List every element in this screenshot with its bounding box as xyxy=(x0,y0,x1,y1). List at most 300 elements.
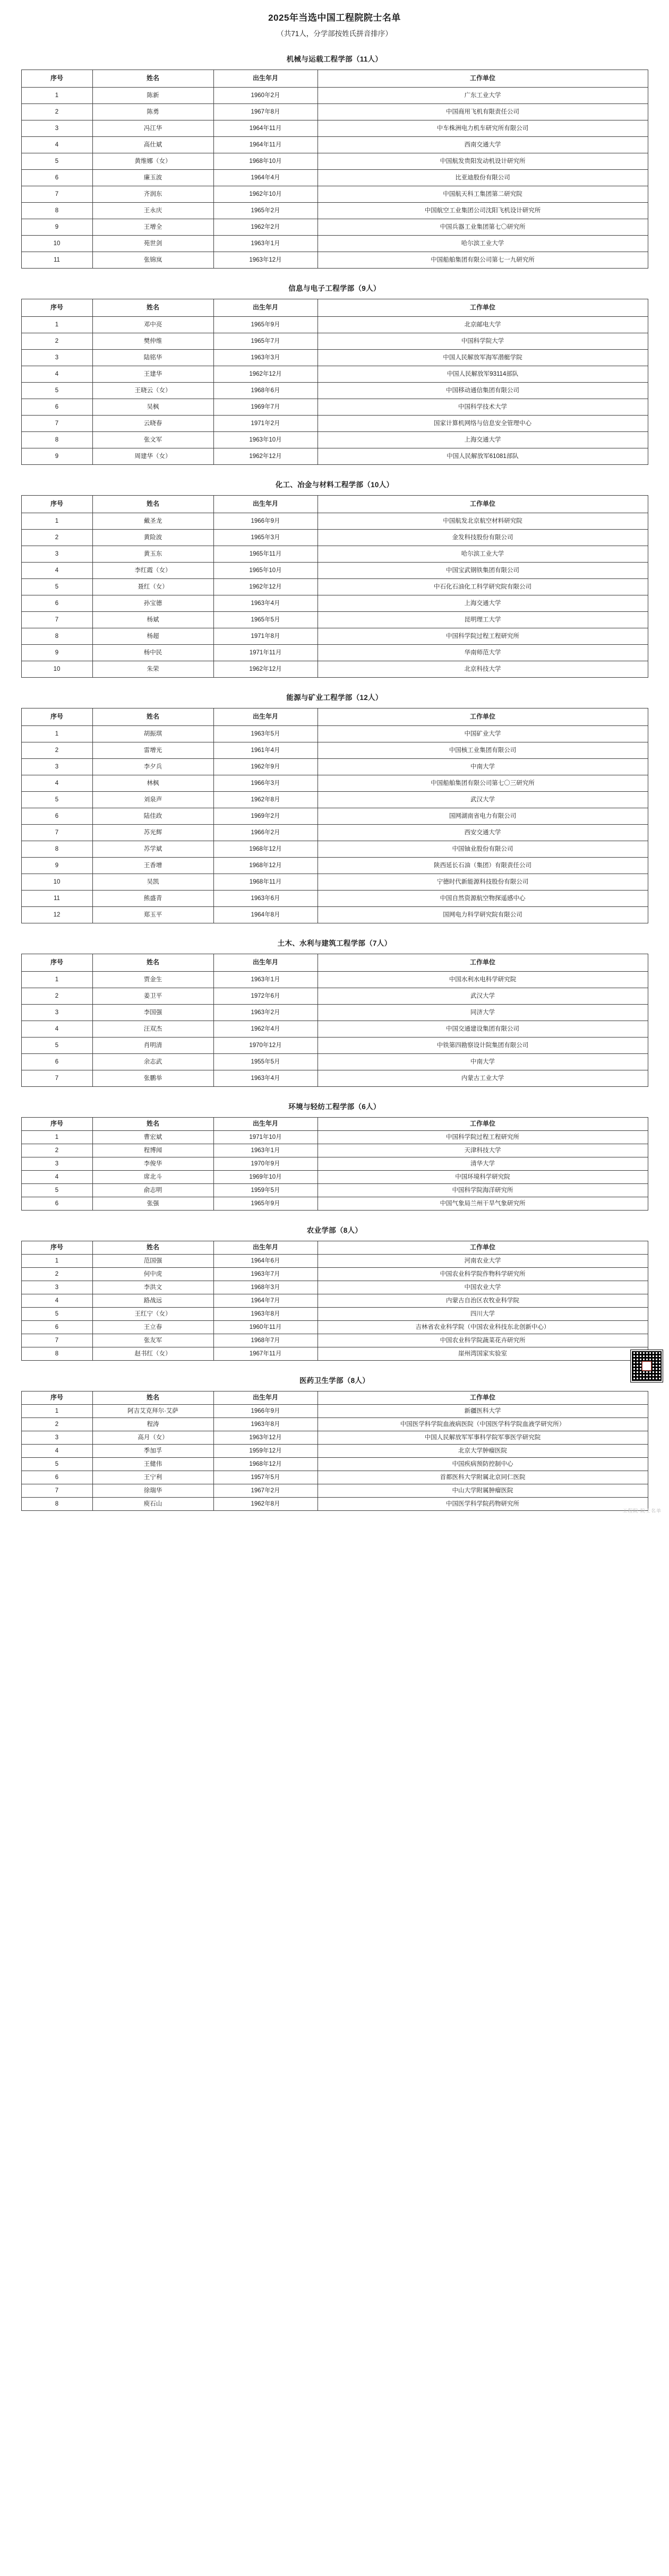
cell-dob: 1971年11月 xyxy=(213,644,318,661)
cell-org: 中国科学技术大学 xyxy=(318,399,648,415)
cell-name: 王红宁（女） xyxy=(92,1307,213,1320)
table-row xyxy=(21,235,648,252)
table-row xyxy=(21,1444,648,1457)
cell-dob: 1963年5月 xyxy=(213,725,318,742)
cell-org: 中国航发北京航空材料研究院 xyxy=(318,513,648,529)
cell-name: 胡振琪 xyxy=(92,725,213,742)
cell-org: 哈尔滨工业大学 xyxy=(318,235,648,252)
cell-dob: 1963年4月 xyxy=(213,595,318,611)
cell-idx: 2 xyxy=(21,1144,92,1157)
cell-idx: 5 xyxy=(21,382,92,399)
cell-idx: 4 xyxy=(21,136,92,153)
cell-name: 程博闻 xyxy=(92,1144,213,1157)
department-section xyxy=(0,1375,669,1511)
cell-name: 邓中亮 xyxy=(92,316,213,333)
column-header-name: 姓名 xyxy=(92,1391,213,1404)
cell-org: 国家计算机网络与信息安全管理中心 xyxy=(318,415,648,431)
cell-idx: 8 xyxy=(21,841,92,857)
cell-idx: 6 xyxy=(21,808,92,824)
cell-dob: 1965年9月 xyxy=(213,1197,318,1210)
cell-dob: 1965年7月 xyxy=(213,333,318,349)
cell-dob: 1968年7月 xyxy=(213,1334,318,1347)
cell-dob: 1972年6月 xyxy=(213,988,318,1004)
cell-name: 赵书红（女） xyxy=(92,1347,213,1360)
cell-dob: 1967年2月 xyxy=(213,1484,318,1497)
table-row xyxy=(21,333,648,349)
column-header-index: 序号 xyxy=(21,1117,92,1130)
table-row xyxy=(21,644,648,661)
cell-name: 程涛 xyxy=(92,1417,213,1431)
cell-name: 苑世剑 xyxy=(92,235,213,252)
table-row xyxy=(21,1307,648,1320)
column-header-dob: 出生年月 xyxy=(213,954,318,971)
cell-dob: 1963年6月 xyxy=(213,890,318,906)
table-row xyxy=(21,988,648,1004)
table-row xyxy=(21,1281,648,1294)
cell-idx: 1 xyxy=(21,725,92,742)
column-header-org: 工作单位 xyxy=(318,954,648,971)
cell-name: 张鹏举 xyxy=(92,1070,213,1086)
cell-org: 北京大学肿瘤医院 xyxy=(318,1444,648,1457)
cell-org: 中国水利水电科学研究院 xyxy=(318,971,648,988)
cell-org: 中国商用飞机有限责任公司 xyxy=(318,103,648,120)
section-title: 农业学部（8人） xyxy=(306,1226,363,1234)
cell-dob: 1965年9月 xyxy=(213,316,318,333)
table-header-row xyxy=(21,1117,648,1130)
cell-dob: 1968年12月 xyxy=(213,1457,318,1471)
cell-dob: 1964年4月 xyxy=(213,169,318,186)
table-header-row xyxy=(21,1241,648,1254)
cell-name: 席北斗 xyxy=(92,1170,213,1183)
cell-idx: 4 xyxy=(21,1294,92,1307)
cell-name: 黄险波 xyxy=(92,529,213,546)
cell-dob: 1967年8月 xyxy=(213,103,318,120)
table-row xyxy=(21,186,648,202)
cell-org: 中国移动通信集团有限公司 xyxy=(318,382,648,399)
cell-idx: 6 xyxy=(21,1320,92,1334)
cell-org: 中山大学附属肿瘤医院 xyxy=(318,1484,648,1497)
cell-org: 陕西延长石油（集团）有限责任公司 xyxy=(318,857,648,874)
column-header-org: 工作单位 xyxy=(318,1241,648,1254)
cell-name: 阿吉艾克拜尔·艾萨 xyxy=(92,1404,213,1417)
cell-name: 陈新 xyxy=(92,87,213,103)
table-row xyxy=(21,857,648,874)
cell-org: 国网湖南省电力有限公司 xyxy=(318,808,648,824)
cell-org: 中国气象局兰州干旱气象研究所 xyxy=(318,1197,648,1210)
cell-org: 比亚迪股份有限公司 xyxy=(318,169,648,186)
cell-org: 崖州湾国家实验室 xyxy=(318,1347,648,1360)
table-row xyxy=(21,529,648,546)
cell-name: 王香增 xyxy=(92,857,213,874)
cell-idx: 8 xyxy=(21,628,92,644)
column-header-index: 序号 xyxy=(21,495,92,513)
section-title: 医药卫生学部（8人） xyxy=(299,1376,370,1385)
table-row xyxy=(21,1294,648,1307)
cell-dob: 1963年8月 xyxy=(213,1417,318,1431)
cell-name: 余志武 xyxy=(92,1053,213,1070)
table-row xyxy=(21,546,648,562)
cell-idx: 12 xyxy=(21,906,92,923)
cell-idx: 7 xyxy=(21,611,92,628)
cell-dob: 1962年10月 xyxy=(213,186,318,202)
table-header-row xyxy=(21,1391,648,1404)
cell-dob: 1964年7月 xyxy=(213,1294,318,1307)
cell-idx: 7 xyxy=(21,186,92,202)
table-row xyxy=(21,1431,648,1444)
table-row xyxy=(21,349,648,366)
column-header-index: 序号 xyxy=(21,954,92,971)
section-title: 能源与矿业工程学部（12人） xyxy=(286,693,383,702)
cell-org: 中国医学科学院血液病医院（中国医学科学院血液学研究所） xyxy=(318,1417,648,1431)
cell-dob: 1965年10月 xyxy=(213,562,318,578)
table-row xyxy=(21,1170,648,1183)
cell-name: 陆佳政 xyxy=(92,808,213,824)
cell-dob: 1962年9月 xyxy=(213,758,318,775)
cell-name: 何中虎 xyxy=(92,1267,213,1281)
cell-idx: 3 xyxy=(21,1281,92,1294)
cell-idx: 1 xyxy=(21,971,92,988)
cell-idx: 1 xyxy=(21,1130,92,1144)
cell-dob: 1963年10月 xyxy=(213,431,318,448)
cell-dob: 1966年3月 xyxy=(213,775,318,791)
cell-dob: 1963年1月 xyxy=(213,971,318,988)
column-header-dob: 出生年月 xyxy=(213,1117,318,1130)
cell-org: 中国科学院海洋研究所 xyxy=(318,1183,648,1197)
cell-dob: 1961年4月 xyxy=(213,742,318,758)
cell-name: 路战远 xyxy=(92,1294,213,1307)
cell-idx: 2 xyxy=(21,742,92,758)
table-row xyxy=(21,758,648,775)
table-row xyxy=(21,742,648,758)
cell-name: 肖明清 xyxy=(92,1037,213,1053)
department-section xyxy=(0,691,669,923)
table-row xyxy=(21,513,648,529)
cell-dob: 1970年9月 xyxy=(213,1157,318,1170)
cell-org: 中国科学院大学 xyxy=(318,333,648,349)
cell-dob: 1969年2月 xyxy=(213,808,318,824)
table-row xyxy=(21,120,648,136)
department-section xyxy=(0,53,669,269)
page-title: 2025年当选中国工程院院士名单 xyxy=(268,13,401,23)
cell-idx: 5 xyxy=(21,153,92,169)
table-row xyxy=(21,595,648,611)
cell-idx: 2 xyxy=(21,1417,92,1431)
cell-org: 中国医学科学院药物研究所 xyxy=(318,1497,648,1510)
watermark-text: 工程院 院士名单 xyxy=(622,1508,662,1514)
cell-org: 吉林省农业科学院（中国农业科技东北创新中心） xyxy=(318,1320,648,1334)
cell-name: 张锦岚 xyxy=(92,252,213,268)
column-header-dob: 出生年月 xyxy=(213,1241,318,1254)
cell-name: 高仕斌 xyxy=(92,136,213,153)
department-section xyxy=(0,479,669,678)
cell-dob: 1957年5月 xyxy=(213,1471,318,1484)
cell-org: 中国科学院过程工程研究所 xyxy=(318,1130,648,1144)
table-row xyxy=(21,1417,648,1431)
table-row xyxy=(21,382,648,399)
table-row xyxy=(21,399,648,415)
cell-name: 陆铭华 xyxy=(92,349,213,366)
cell-org: 华南师范大学 xyxy=(318,644,648,661)
cell-name: 林枫 xyxy=(92,775,213,791)
table-row xyxy=(21,1053,648,1070)
cell-org: 中车株洲电力机车研究所有限公司 xyxy=(318,120,648,136)
cell-idx: 6 xyxy=(21,1053,92,1070)
cell-org: 中国航空工业集团公司沈阳飞机设计研究所 xyxy=(318,202,648,219)
cell-idx: 10 xyxy=(21,661,92,677)
qr-code-icon[interactable] xyxy=(631,1350,663,1382)
cell-name: 樊仲维 xyxy=(92,333,213,349)
column-header-dob: 出生年月 xyxy=(213,299,318,316)
cell-dob: 1964年11月 xyxy=(213,136,318,153)
column-header-index: 序号 xyxy=(21,70,92,87)
cell-idx: 5 xyxy=(21,1037,92,1053)
cell-idx: 8 xyxy=(21,1347,92,1360)
table-row xyxy=(21,1334,648,1347)
table-row xyxy=(21,1183,648,1197)
cell-dob: 1964年8月 xyxy=(213,906,318,923)
cell-dob: 1968年6月 xyxy=(213,382,318,399)
cell-name: 姜卫平 xyxy=(92,988,213,1004)
cell-org: 新疆医科大学 xyxy=(318,1404,648,1417)
cell-dob: 1971年2月 xyxy=(213,415,318,431)
cell-org: 中国人民解放军海军潜艇学院 xyxy=(318,349,648,366)
cell-name: 云晓春 xyxy=(92,415,213,431)
cell-dob: 1965年5月 xyxy=(213,611,318,628)
cell-org: 上海交通大学 xyxy=(318,431,648,448)
cell-dob: 1968年12月 xyxy=(213,857,318,874)
cell-org: 中铁第四勘察设计院集团有限公司 xyxy=(318,1037,648,1053)
cell-name: 曹宏斌 xyxy=(92,1130,213,1144)
cell-name: 王宁利 xyxy=(92,1471,213,1484)
cell-dob: 1963年3月 xyxy=(213,349,318,366)
section-title: 环境与轻纺工程学部（6人） xyxy=(288,1102,381,1111)
cell-idx: 5 xyxy=(21,1183,92,1197)
column-header-name: 姓名 xyxy=(92,708,213,725)
cell-name: 陈勇 xyxy=(92,103,213,120)
cell-org: 国网电力科学研究院有限公司 xyxy=(318,906,648,923)
cell-name: 张强 xyxy=(92,1197,213,1210)
table-row xyxy=(21,791,648,808)
column-header-name: 姓名 xyxy=(92,299,213,316)
cell-idx: 8 xyxy=(21,202,92,219)
cell-idx: 10 xyxy=(21,874,92,890)
cell-dob: 1963年12月 xyxy=(213,1431,318,1444)
cell-dob: 1960年11月 xyxy=(213,1320,318,1334)
cell-name: 杨超 xyxy=(92,628,213,644)
cell-idx: 2 xyxy=(21,333,92,349)
cell-name: 齐润东 xyxy=(92,186,213,202)
cell-name: 刘泉声 xyxy=(92,791,213,808)
column-header-org: 工作单位 xyxy=(318,299,648,316)
cell-idx: 5 xyxy=(21,791,92,808)
sections-container xyxy=(0,53,669,1511)
cell-idx: 4 xyxy=(21,1170,92,1183)
cell-dob: 1970年12月 xyxy=(213,1037,318,1053)
cell-org: 中国兵器工业集团第七〇研究所 xyxy=(318,219,648,235)
cell-org: 首都医科大学附属北京同仁医院 xyxy=(318,1471,648,1484)
cell-org: 中国环境科学研究院 xyxy=(318,1170,648,1183)
cell-name: 黄维娜（女） xyxy=(92,153,213,169)
section-title: 化工、冶金与材料工程学部（10人） xyxy=(275,480,394,489)
cell-idx: 9 xyxy=(21,448,92,464)
cell-dob: 1964年6月 xyxy=(213,1254,318,1267)
cell-idx: 1 xyxy=(21,316,92,333)
cell-org: 哈尔滨工业大学 xyxy=(318,546,648,562)
cell-idx: 5 xyxy=(21,578,92,595)
column-header-index: 序号 xyxy=(21,708,92,725)
cell-dob: 1966年9月 xyxy=(213,513,318,529)
cell-name: 季加孚 xyxy=(92,1444,213,1457)
table-row xyxy=(21,824,648,841)
cell-idx: 3 xyxy=(21,1431,92,1444)
cell-dob: 1962年12月 xyxy=(213,448,318,464)
cell-idx: 2 xyxy=(21,529,92,546)
cell-name: 熊盛青 xyxy=(92,890,213,906)
cell-idx: 9 xyxy=(21,857,92,874)
table-row xyxy=(21,611,648,628)
department-section xyxy=(0,1101,669,1211)
cell-idx: 6 xyxy=(21,1471,92,1484)
table-row xyxy=(21,1320,648,1334)
cell-name: 周建华（女） xyxy=(92,448,213,464)
table-row xyxy=(21,1070,648,1086)
cell-idx: 8 xyxy=(21,431,92,448)
cell-org: 昆明理工大学 xyxy=(318,611,648,628)
section-title: 信息与电子工程学部（9人） xyxy=(288,284,381,292)
column-header-index: 序号 xyxy=(21,299,92,316)
cell-dob: 1965年11月 xyxy=(213,546,318,562)
cell-dob: 1968年11月 xyxy=(213,874,318,890)
cell-idx: 4 xyxy=(21,366,92,382)
roster-table xyxy=(21,70,648,269)
cell-dob: 1963年12月 xyxy=(213,252,318,268)
cell-org: 内蒙古工业大学 xyxy=(318,1070,648,1086)
cell-org: 西安交通大学 xyxy=(318,824,648,841)
table-row xyxy=(21,252,648,268)
cell-org: 西南交通大学 xyxy=(318,136,648,153)
cell-name: 李红霞（女） xyxy=(92,562,213,578)
table-row xyxy=(21,1471,648,1484)
table-row xyxy=(21,136,648,153)
cell-org: 中国航发贵阳发动机设计研究所 xyxy=(318,153,648,169)
table-row xyxy=(21,1347,648,1360)
cell-dob: 1964年11月 xyxy=(213,120,318,136)
table-row xyxy=(21,808,648,824)
cell-dob: 1962年8月 xyxy=(213,1497,318,1510)
cell-idx: 4 xyxy=(21,1444,92,1457)
cell-name: 黄玉东 xyxy=(92,546,213,562)
table-row xyxy=(21,448,648,464)
cell-idx: 1 xyxy=(21,1404,92,1417)
cell-org: 天津科技大学 xyxy=(318,1144,648,1157)
table-header-row xyxy=(21,495,648,513)
cell-dob: 1960年2月 xyxy=(213,87,318,103)
cell-idx: 7 xyxy=(21,1484,92,1497)
cell-org: 同济大学 xyxy=(318,1004,648,1021)
cell-name: 杨中民 xyxy=(92,644,213,661)
cell-org: 中国船舶集团有限公司第七一九研究所 xyxy=(318,252,648,268)
page-subtitle: （共71人，分学部按姓氏拼音排序） xyxy=(277,29,392,38)
column-header-dob: 出生年月 xyxy=(213,1391,318,1404)
cell-org: 中国铀业股份有限公司 xyxy=(318,841,648,857)
cell-dob: 1971年10月 xyxy=(213,1130,318,1144)
cell-name: 王晓云（女） xyxy=(92,382,213,399)
cell-name: 王建华 xyxy=(92,366,213,382)
column-header-index: 序号 xyxy=(21,1391,92,1404)
cell-name: 王增全 xyxy=(92,219,213,235)
cell-dob: 1963年7月 xyxy=(213,1267,318,1281)
cell-dob: 1959年5月 xyxy=(213,1183,318,1197)
cell-idx: 3 xyxy=(21,1004,92,1021)
table-row xyxy=(21,1254,648,1267)
table-row xyxy=(21,775,648,791)
table-row xyxy=(21,890,648,906)
cell-idx: 7 xyxy=(21,824,92,841)
table-row xyxy=(21,1197,648,1210)
table-row xyxy=(21,1130,648,1144)
cell-org: 中国人民解放军61081部队 xyxy=(318,448,648,464)
table-row xyxy=(21,1267,648,1281)
table-row xyxy=(21,1144,648,1157)
section-title: 机械与运载工程学部（11人） xyxy=(286,55,383,63)
cell-dob: 1962年8月 xyxy=(213,791,318,808)
cell-org: 中国宝武钢铁集团有限公司 xyxy=(318,562,648,578)
table-row xyxy=(21,431,648,448)
cell-name: 张友军 xyxy=(92,1334,213,1347)
cell-name: 汪双杰 xyxy=(92,1021,213,1037)
table-row xyxy=(21,202,648,219)
cell-org: 宁德时代新能源科技股份有限公司 xyxy=(318,874,648,890)
roster-table xyxy=(21,708,648,923)
cell-org: 北京邮电大学 xyxy=(318,316,648,333)
cell-idx: 6 xyxy=(21,595,92,611)
cell-name: 俞志明 xyxy=(92,1183,213,1197)
roster-table xyxy=(21,1117,648,1211)
roster-table xyxy=(21,299,648,465)
cell-org: 内蒙古自治区农牧业科学院 xyxy=(318,1294,648,1307)
cell-org: 中国农业科学院蔬菜花卉研究所 xyxy=(318,1334,648,1347)
cell-dob: 1966年2月 xyxy=(213,824,318,841)
cell-name: 李国强 xyxy=(92,1004,213,1021)
table-header-row xyxy=(21,70,648,87)
cell-org: 河南农业大学 xyxy=(318,1254,648,1267)
column-header-org: 工作单位 xyxy=(318,708,648,725)
cell-name: 李夕兵 xyxy=(92,758,213,775)
cell-name: 冯江华 xyxy=(92,120,213,136)
cell-name: 杨斌 xyxy=(92,611,213,628)
cell-idx: 6 xyxy=(21,169,92,186)
table-row xyxy=(21,219,648,235)
cell-org: 中国矿业大学 xyxy=(318,725,648,742)
table-row xyxy=(21,366,648,382)
cell-idx: 2 xyxy=(21,103,92,120)
table-row xyxy=(21,103,648,120)
table-row xyxy=(21,841,648,857)
column-header-name: 姓名 xyxy=(92,1241,213,1254)
cell-idx: 3 xyxy=(21,120,92,136)
cell-dob: 1962年4月 xyxy=(213,1021,318,1037)
cell-idx: 2 xyxy=(21,988,92,1004)
cell-dob: 1967年11月 xyxy=(213,1347,318,1360)
cell-idx: 4 xyxy=(21,1021,92,1037)
cell-idx: 7 xyxy=(21,415,92,431)
cell-idx: 11 xyxy=(21,252,92,268)
table-row xyxy=(21,1404,648,1417)
cell-name: 贾金生 xyxy=(92,971,213,988)
department-section xyxy=(0,1224,669,1361)
cell-org: 中国农业大学 xyxy=(318,1281,648,1294)
column-header-dob: 出生年月 xyxy=(213,708,318,725)
